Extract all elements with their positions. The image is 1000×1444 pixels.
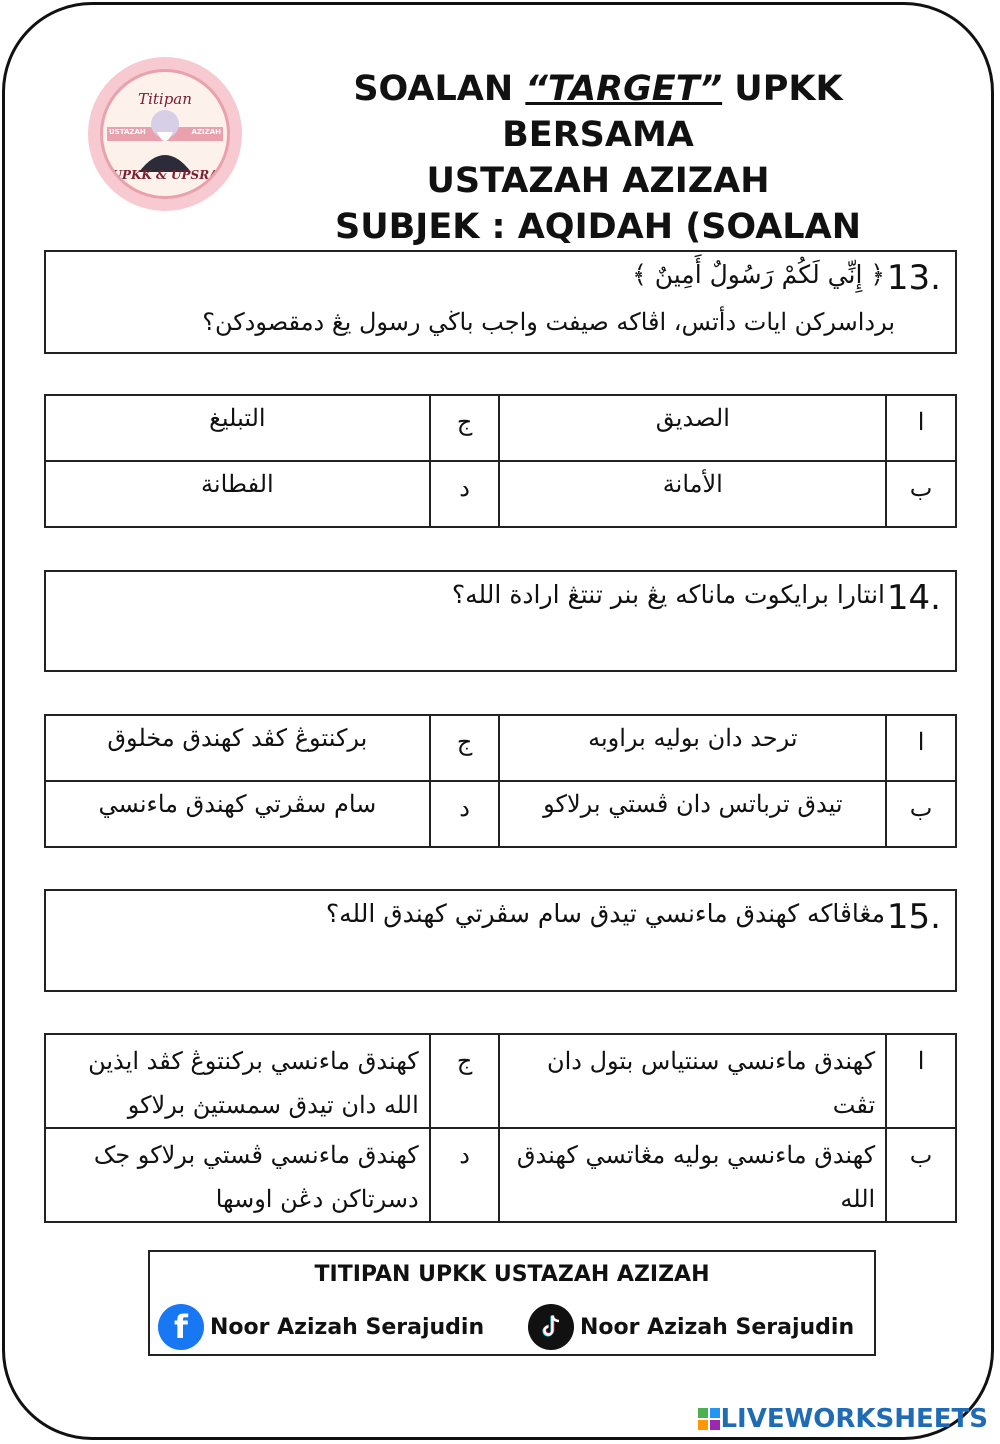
option-a-13[interactable]: الصديق [499,395,886,461]
question-number: 13. [886,258,941,298]
tiktok-icon [528,1304,574,1350]
option-d-14[interactable]: سام سڤرتي کهندق ماءنسي [45,781,430,847]
facebook-icon: f [158,1304,204,1350]
header-line-3: SUBJEK : AQIDAH (SOALAN [335,207,861,247]
option-label-c: ج [430,1034,500,1128]
tiktok-link[interactable] [528,1304,854,1350]
option-c-13[interactable]: التبليغ [45,395,430,461]
header-suffix: UPKK BERSAMA [502,69,843,155]
question-14-options [44,714,957,848]
option-b-13[interactable]: الأمانة [499,461,886,527]
option-label-d: د [430,781,500,847]
header-target: “TARGET” [525,69,723,109]
option-b-15[interactable]: کهندق ماءنسي بوليه مڠاتسي کهندق الله [499,1128,886,1222]
question-number: 15. [886,897,941,937]
option-label-d: د [430,461,500,527]
question-text: ﴿ إِنِّي لَكُمْ رَسُولٌ أَمِينٌ ﴾ [632,260,885,289]
question-13-box [44,250,957,354]
header-prefix: SOALAN [353,69,526,109]
footer-box [148,1250,876,1356]
header-line-1 [258,66,938,158]
question-number: 14. [886,578,941,618]
tiktok-name: Noor Azizah Serajudin [580,1314,855,1340]
facebook-name: Noor Azizah Serajudin [210,1314,485,1340]
liveworksheets-text: LIVEWORKSHEETS [720,1404,988,1434]
question-text: مڠاڤاکه کهندق ماءنسي تيدق سام سڤرتي کهندق الله؟ [325,899,885,928]
option-label-b: ب [886,781,956,847]
logo-badge [88,57,242,211]
option-label-c: ج [430,395,500,461]
option-d-13[interactable]: الفطانة [45,461,430,527]
facebook-link[interactable] [158,1304,484,1350]
option-d-15[interactable]: کهندق ماءنسي ڤستي برلاکو جک دسرتاکن دڠن اوسها [45,1128,430,1222]
logo-text-right: AZIZAH [191,128,221,136]
option-label-b: ب [886,461,956,527]
question-15-options [44,1033,957,1223]
header-line-2: USTAZAH AZIZAH [426,161,770,201]
option-c-15[interactable]: کهندق ماءنسي برکنتوڠ کڤد ايذين الله دان تيدق سمستيڽ برلاکو [45,1034,430,1128]
option-label-a: ا [886,1034,956,1128]
logo-emblem [100,69,230,199]
option-a-14[interactable]: ترحد دان بوليه براوبه [499,715,886,781]
footer-title: TITIPAN UPKK USTAZAH AZIZAH [314,1262,710,1287]
option-label-d: د [430,1128,500,1222]
question-subtext: برداسرکن ايات دأتس، اڤاکه صيفت واجب باڬي رسول يڠ دمقصودکن؟ [202,308,895,336]
logo-text-left: USTAZAH [109,128,146,136]
option-label-a: ا [886,715,956,781]
liveworksheets-logo [698,1404,988,1434]
logo-text-bottom: UPKK & UPSRA [111,168,219,182]
question-13-options [44,394,957,528]
option-label-c: ج [430,715,500,781]
option-b-14[interactable]: تيدق ترباتس دان ڤستي برلاکو [499,781,886,847]
question-14-box [44,570,957,672]
logo-text-top: Titipan [138,90,192,108]
option-label-a: ا [886,395,956,461]
option-c-14[interactable]: برکنتوڠ کڤد کهندق مخلوق [45,715,430,781]
question-15-box [44,889,957,992]
liveworksheets-icon [698,1408,720,1430]
option-a-15[interactable]: کهندق ماءنسي سنتياس بتول دان تڤت [499,1034,886,1128]
option-label-b: ب [886,1128,956,1222]
question-text: انتارا برايکوت ماناکه يڠ بنر تنتڠ ارادة الله؟ [451,580,885,609]
